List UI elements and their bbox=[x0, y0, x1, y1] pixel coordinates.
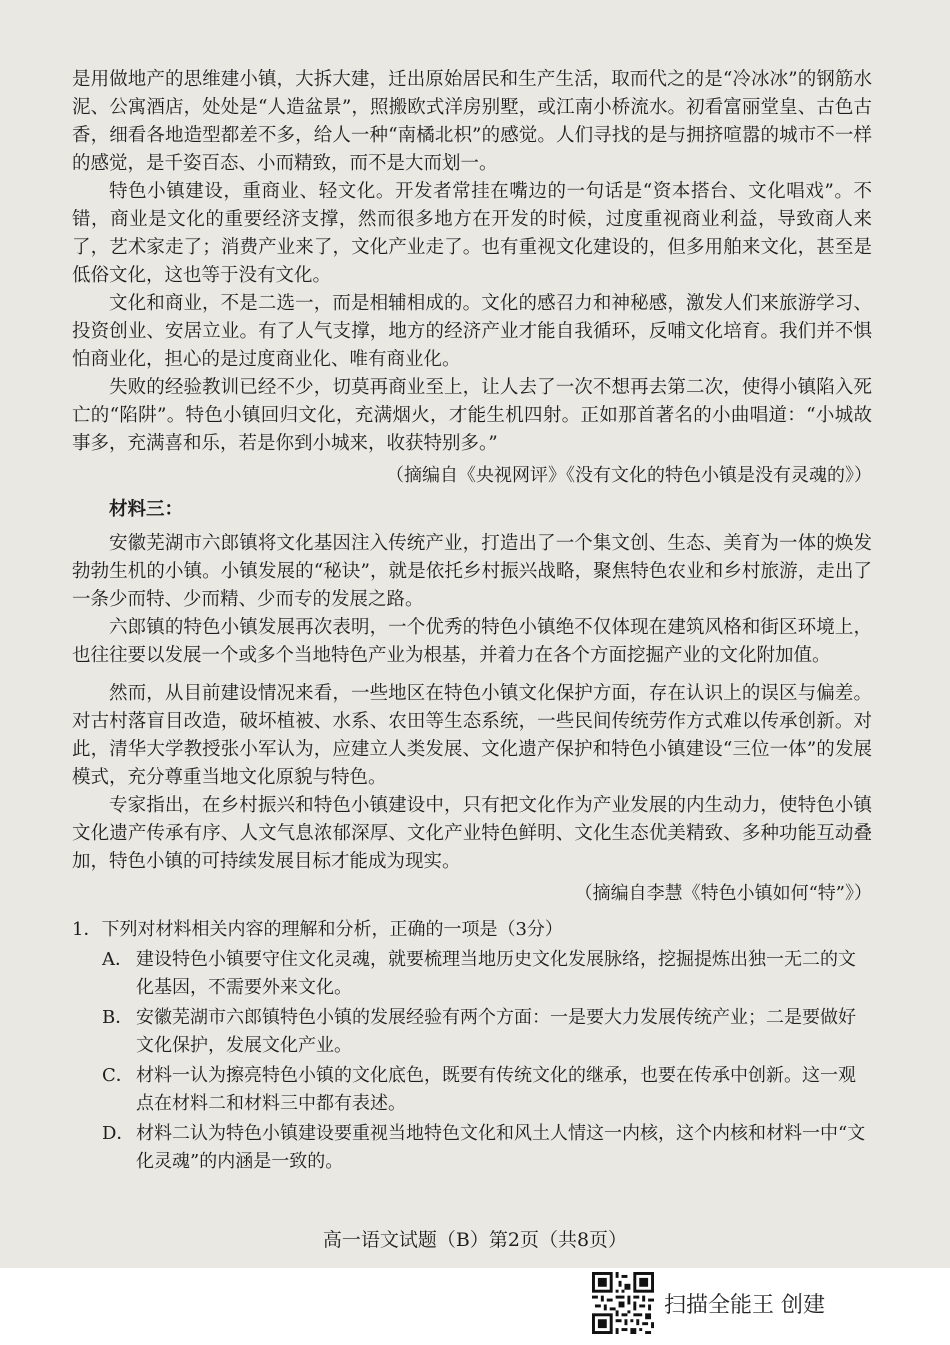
material-heading: 材料三： bbox=[109, 499, 184, 520]
option-letter: A． bbox=[102, 949, 133, 970]
option-text: 材料二认为特色小镇建设要重视当地特色文化和风土人情这一内核，这个内核和材料一中“文化灵魂”的内涵是一致的。 bbox=[136, 1123, 866, 1172]
option-letter: C． bbox=[102, 1065, 134, 1086]
paragraph: 专家指出，在乡村振兴和特色小镇建设中，只有把文化作为产业发展的内生动力，使特色小镇文化遗产传承有序、人文气息浓郁深厚、文化产业特色鲜明、文化生态优美精致、多种功能互动叠加，特色小镇的可持续发展目标才能成为现实。 bbox=[72, 795, 872, 872]
option-b bbox=[72, 1004, 872, 1060]
page-footer: 高一语文试题（B）第2页（共8页） bbox=[322, 1229, 628, 1251]
option-text: 材料一认为擦亮特色小镇的文化底色，既要有传统文化的继承，也要在传承中创新。这一观点在材料二和材料三中都有表述。 bbox=[136, 1065, 856, 1114]
scanner-watermark bbox=[592, 1272, 825, 1334]
qr-code-icon bbox=[592, 1272, 654, 1334]
question-1 bbox=[72, 916, 872, 1176]
paragraph: 是用做地产的思维建小镇，大拆大建，迁出原始居民和生产生活，取而代之的是“冷冰冰”的钢筋水泥、公寓酒店，处处是“人造盆景”，照搬欧式洋房别墅，或江南小桥流水。初看富丽堂皇、古色古香，细看各地造型都差不多，给人一种“南橘北枳”的感觉。人们寻找的是与拥挤喧嚣的城市不一样的感觉，是千姿百态、小而精致，而不是大而划一。 bbox=[72, 69, 872, 174]
paragraph: 安徽芜湖市六郎镇将文化基因注入传统产业，打造出了一个集文创、生态、美育为一体的焕发勃勃生机的小镇。小镇发展的“秘诀”，就是依托乡村振兴战略，聚焦特色农业和乡村旅游，走出了一条少而特、少而精、少而专的发展之路。 bbox=[72, 533, 872, 610]
source-citation: （摘编自李慧《特色小镇如何“特”》） bbox=[574, 883, 872, 904]
page-content bbox=[72, 66, 872, 1176]
paragraph: 然而，从目前建设情况来看，一些地区在特色小镇文化保护方面，存在认识上的误区与偏差。对古村落盲目改造，破坏植被、水系、农田等生态系统，一些民间传统劳作方式难以传承创新。对此，清华大学教授张小军认为，应建立人类发展、文化遗产保护和特色小镇建设“三位一体”的发展模式，充分尊重当地文化原貌与特色。 bbox=[72, 683, 872, 788]
option-a bbox=[72, 946, 872, 1002]
option-c bbox=[72, 1062, 872, 1118]
paragraph: 文化和商业，不是二选一，而是相辅相成的。文化的感召力和神秘感，激发人们来旅游学习、投资创业、安居立业。有了人气支撑，地方的经济产业才能自我循环，反哺文化培育。我们并不惧怕商业化，担心的是过度商业化、唯有商业化。 bbox=[72, 293, 872, 370]
paragraph: 六郎镇的特色小镇发展再次表明，一个优秀的特色小镇绝不仅体现在建筑风格和街区环境上，也往往要以发展一个或多个当地特色产业为根基，并着力在各个方面挖掘产业的文化附加值。 bbox=[72, 617, 872, 666]
paragraph: 失败的经验教训已经不少，切莫再商业至上，让人去了一次不想再去第二次，使得小镇陷入死亡的“陷阱”。特色小镇回归文化，充满烟火，才能生机四射。正如那首著名的小曲唱道：“小城故事多，充满喜和乐，若是你到小城来，收获特别多。” bbox=[72, 377, 872, 454]
option-letter: D． bbox=[102, 1123, 135, 1144]
paragraph: 特色小镇建设，重商业、轻文化。开发者常挂在嘴边的一句话是“资本搭台、文化唱戏”。不错，商业是文化的重要经济支撑，然而很多地方在开发的时候，过度重视商业利益，导致商人来了，艺术家走了；消费产业来了，文化产业走了。也有重视文化建设的，但多用舶来文化，甚至是低俗文化，这也等于没有文化。 bbox=[72, 181, 872, 286]
source-citation: （摘编自《央视网评》《没有文化的特色小镇是没有灵魂的》） bbox=[386, 465, 872, 486]
question-stem: 1．下列对材料相关内容的理解和分析，正确的一项是（3分） bbox=[72, 919, 563, 940]
option-text: 建设特色小镇要守住文化灵魂，就要梳理当地历史文化发展脉络，挖掘提炼出独一无二的文化基因，不需要外来文化。 bbox=[136, 949, 856, 998]
option-text: 安徽芜湖市六郎镇特色小镇的发展经验有两个方面：一是要大力发展传统产业；二是要做好文化保护，发展文化产业。 bbox=[136, 1007, 856, 1056]
scanner-label: 扫描全能王 创建 bbox=[664, 1292, 825, 1318]
option-d bbox=[72, 1120, 872, 1176]
option-letter: B． bbox=[102, 1007, 134, 1028]
